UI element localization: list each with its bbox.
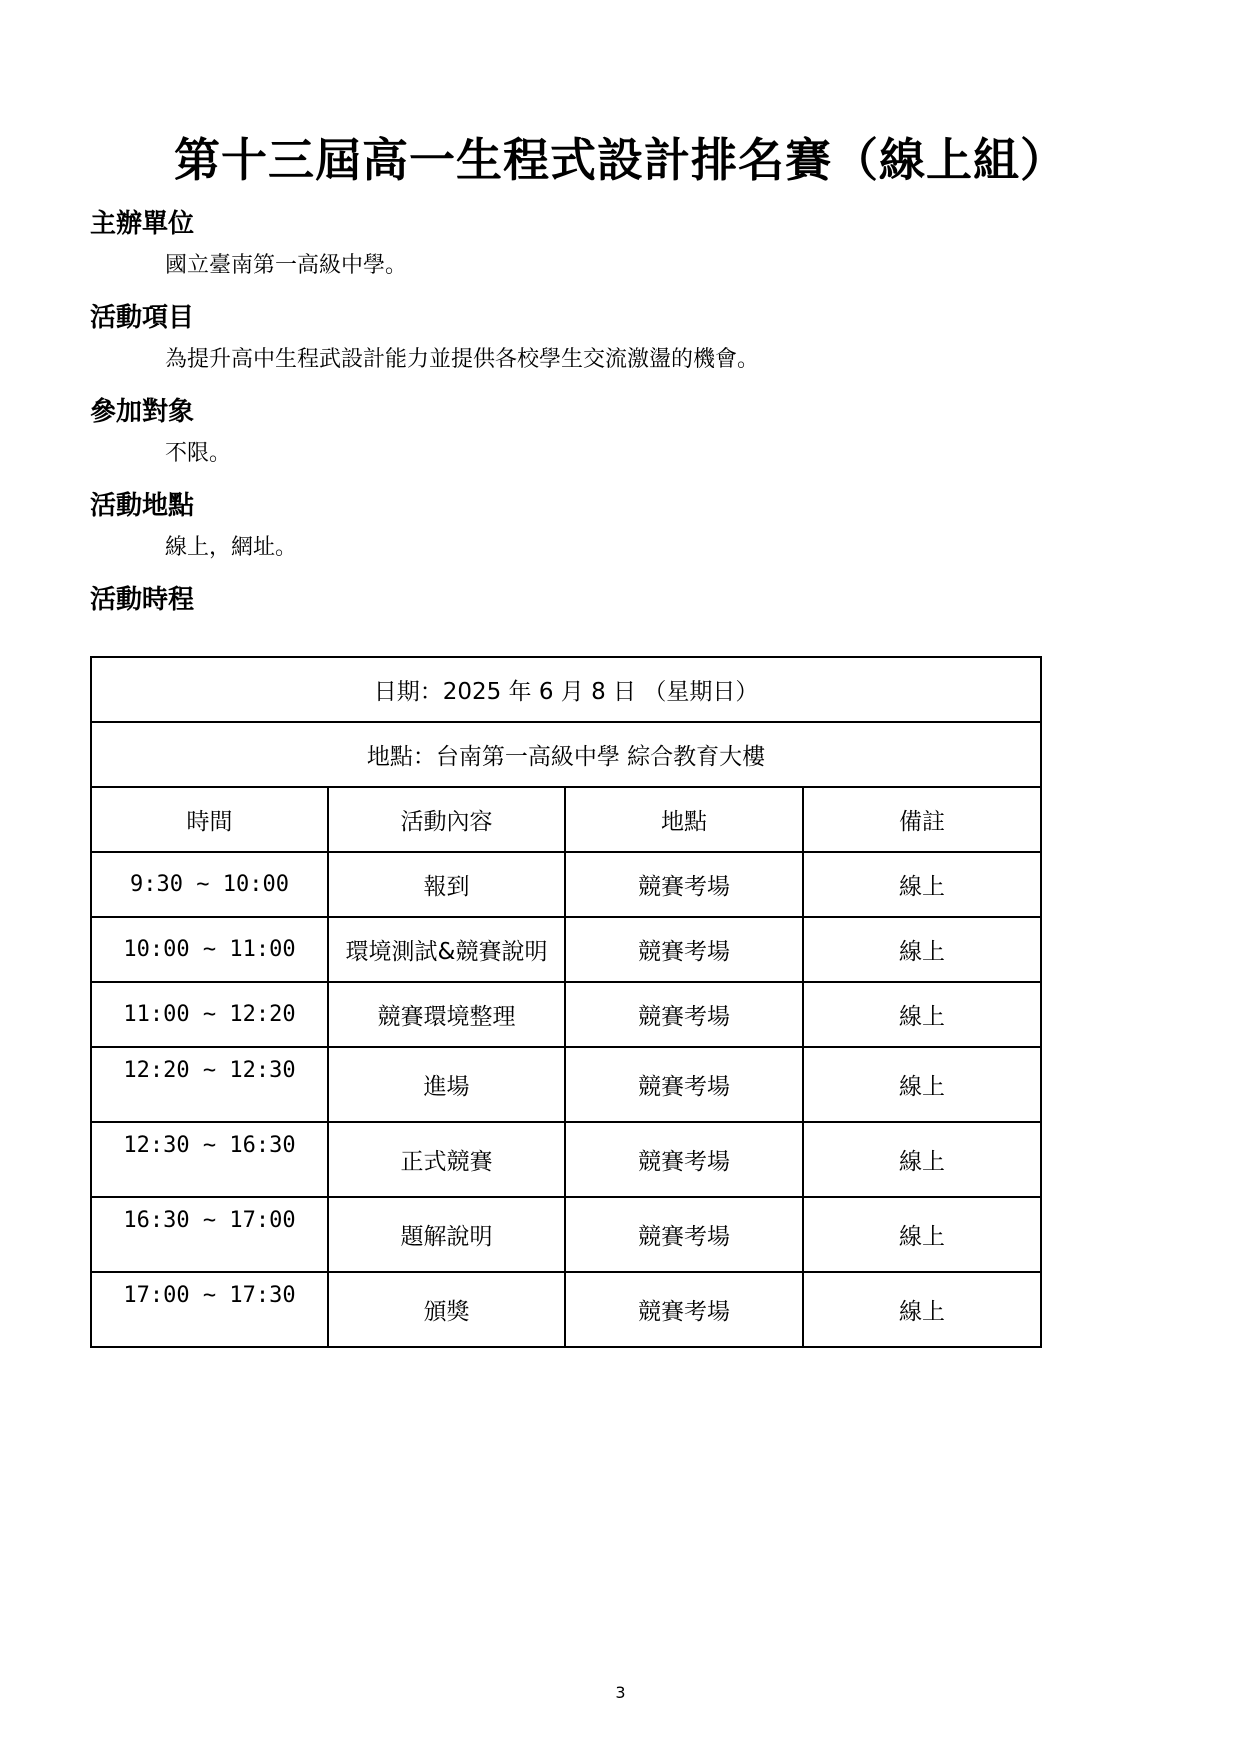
place-cell: 競賽考場: [565, 1122, 803, 1197]
section-heading-schedule: 活動時程: [90, 585, 195, 615]
page-title: 第十三屆高一生程式設計排名賽（線上組）: [174, 133, 1067, 187]
table-row: [91, 1197, 1041, 1272]
page-number: 3: [615, 1683, 626, 1702]
time-cell: 10:00 ~ 11:00: [91, 917, 328, 982]
header-note: 備註: [803, 787, 1041, 852]
header-place: 地點: [565, 787, 803, 852]
activity-cell: 正式競賽: [328, 1122, 565, 1197]
time-cell: 12:20 ~ 12:30: [91, 1047, 328, 1122]
place-cell: 競賽考場: [565, 1272, 803, 1347]
section-heading-purpose: 活動項目: [90, 303, 195, 333]
section-heading-location: 活動地點: [90, 491, 195, 521]
activity-cell: 報到: [328, 852, 565, 917]
header-time: 時間: [91, 787, 328, 852]
date-cell: 日期：2025 年 6 月 8 日 （星期日）: [91, 657, 1041, 722]
place-cell: 競賽考場: [565, 982, 803, 1047]
time-cell: 11:00 ~ 12:20: [91, 982, 328, 1047]
activity-cell: 環境測試&競賽說明: [328, 917, 565, 982]
note-cell: 線上: [803, 1272, 1041, 1347]
table-header-row: [91, 787, 1041, 852]
activity-cell: 頒獎: [328, 1272, 565, 1347]
place-cell: 競賽考場: [565, 1197, 803, 1272]
activity-cell: 題解說明: [328, 1197, 565, 1272]
note-cell: 線上: [803, 982, 1041, 1047]
table-row: [91, 852, 1041, 917]
time-cell: 9:30 ~ 10:00: [91, 852, 328, 917]
note-cell: 線上: [803, 1197, 1041, 1272]
location-cell: 地點：台南第一高級中學 綜合教育大樓: [91, 722, 1041, 787]
schedule-table: [90, 656, 1042, 1348]
table-row-location: [91, 722, 1041, 787]
time-cell: 17:00 ~ 17:30: [91, 1272, 328, 1347]
activity-cell: 競賽環境整理: [328, 982, 565, 1047]
section-body-purpose: 為提升高中生程武設計能力並提供各校學生交流激盪的機會。: [165, 347, 760, 372]
section-body-participants: 不限。: [165, 441, 232, 466]
note-cell: 線上: [803, 1047, 1041, 1122]
info-sections: [90, 206, 1150, 618]
table-row: [91, 917, 1041, 982]
table-row: [91, 1122, 1041, 1197]
section-heading-participants: 參加對象: [90, 397, 195, 427]
time-cell: 12:30 ~ 16:30: [91, 1122, 328, 1197]
note-cell: 線上: [803, 1122, 1041, 1197]
header-activity: 活動內容: [328, 787, 565, 852]
table-row-date: [91, 657, 1041, 722]
note-cell: 線上: [803, 917, 1041, 982]
place-cell: 競賽考場: [565, 917, 803, 982]
time-cell: 16:30 ~ 17:00: [91, 1197, 328, 1272]
section-heading-organizer: 主辦單位: [90, 209, 195, 239]
table-row: [91, 1272, 1041, 1347]
place-cell: 競賽考場: [565, 852, 803, 917]
place-cell: 競賽考場: [565, 1047, 803, 1122]
section-body-location: 線上，網址。: [165, 535, 298, 560]
section-body-organizer: 國立臺南第一高級中學。: [165, 253, 408, 278]
note-cell: 線上: [803, 852, 1041, 917]
table-row: [91, 982, 1041, 1047]
table-row: [91, 1047, 1041, 1122]
activity-cell: 進場: [328, 1047, 565, 1122]
